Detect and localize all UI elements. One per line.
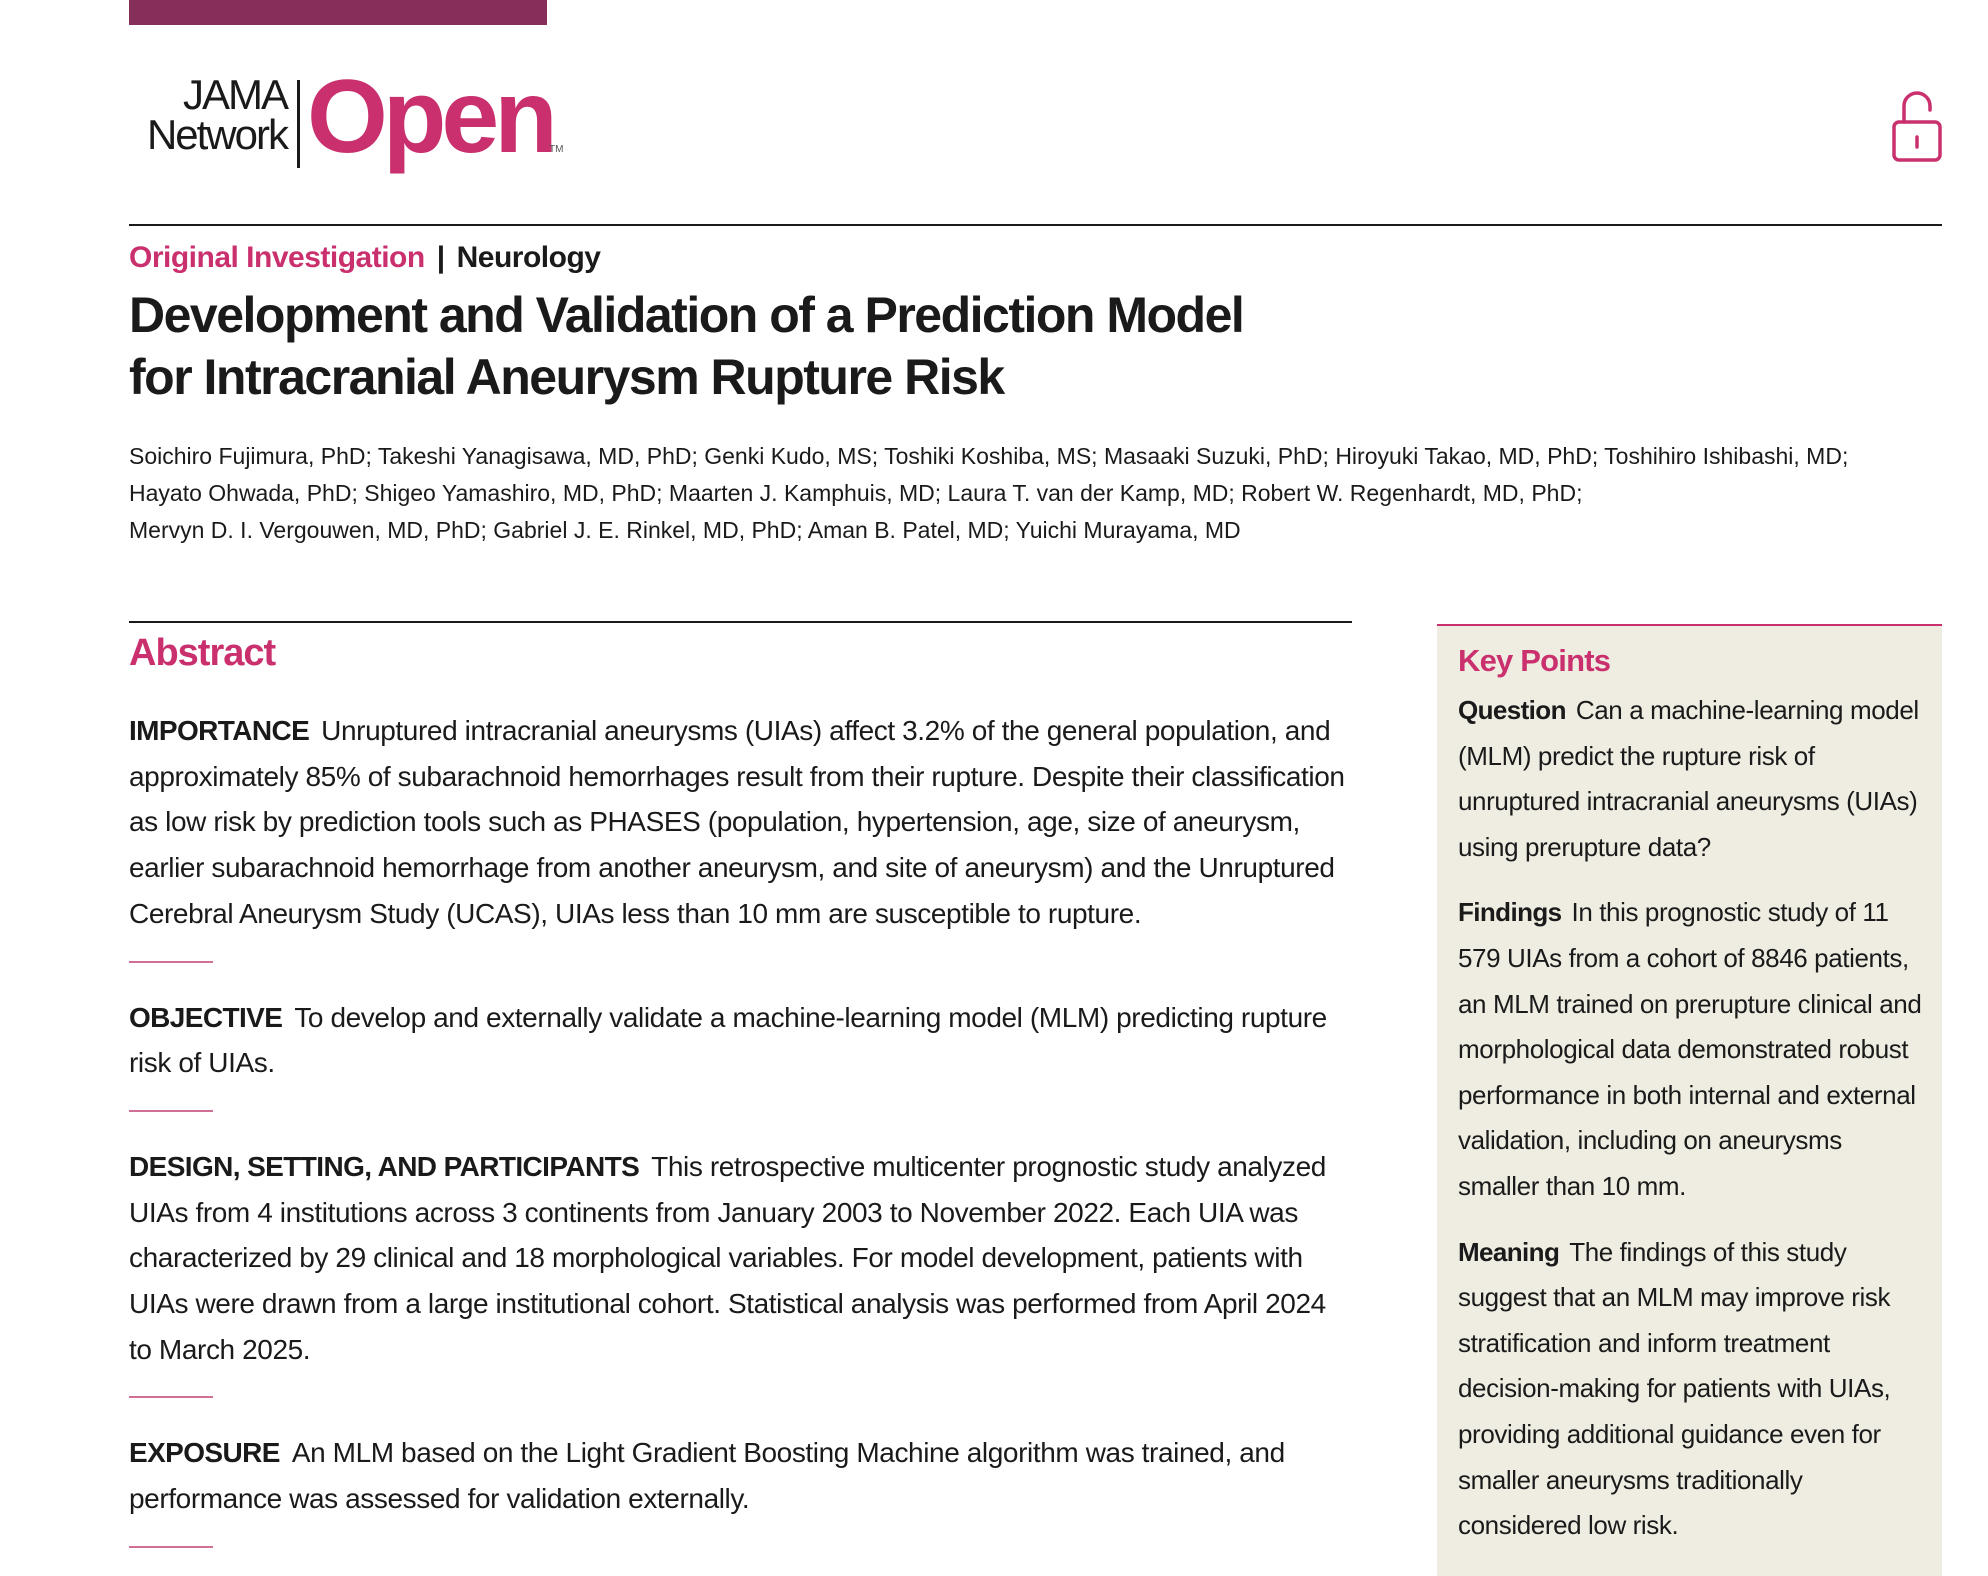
section-divider (129, 1110, 213, 1112)
key-points-box (1437, 624, 1942, 1576)
section-divider (129, 961, 213, 963)
logo-network-text: Network (146, 111, 287, 158)
section-text: An MLM based on the Light Gradient Boosting Machine algorithm was trained, and performance was assessed for validation externally. (129, 1437, 1285, 1515)
abstract-rule (129, 621, 1352, 623)
section-text: This retrospective multicenter prognostic study analyzed UIAs from 4 institutions across 3 continents from January 2003 to November 2022. Each UIA was characterized by 29 clinical and 18 morphological variables. For model development, patients with UIAs were drawn from a large institutional cohort. Statistical analysis was performed from April 2024 to March 2025. (129, 1150, 1326, 1365)
author-line-2: Hayato Ohwada, PhD; Shigeo Yamashiro, MD, PhD; Maarten J. Kamphuis, MD; Laura T. van der Kamp, MD; Robert W. Regenhardt, MD, PhD; (129, 480, 1583, 506)
abstract-heading: Abstract (129, 632, 276, 674)
logo-open-text: Open (307, 59, 553, 175)
section-text: To develop and externally validate a machine-learning model (MLM) predicting rupture risk of UIAs. (129, 1001, 1327, 1079)
section-label: IMPORTANCE (129, 715, 310, 746)
key-point-label: Findings (1458, 897, 1562, 928)
key-point-question (1458, 688, 1924, 870)
key-point-findings (1458, 890, 1924, 1209)
article-department[interactable]: Neurology (456, 241, 601, 274)
section-label: DESIGN, SETTING, AND PARTICIPANTS (129, 1150, 640, 1182)
jama-network-open-logo[interactable] (127, 59, 587, 175)
article-title-line-2: for Intracranial Aneurysm Rupture Risk (129, 349, 1004, 405)
logo-divider (297, 80, 300, 168)
key-point-label: Meaning (1458, 1236, 1560, 1267)
key-point-label: Question (1458, 695, 1566, 725)
article-title-line-1: Development and Validation of a Prediction Model (129, 287, 1244, 343)
abstract-section-exposure (129, 1430, 1354, 1521)
author-line-1: Soichiro Fujimura, PhD; Takeshi Yanagisawa, MD, PhD; Genki Kudo, MS; Toshiki Koshiba, MS; Masaaki Suzuki, PhD; Hiroyuki Takao, MD, PhD; Toshihiro Ishibashi, MD; (129, 443, 1849, 469)
article-type-line (129, 240, 600, 276)
key-points-heading: Key Points (1458, 643, 1611, 678)
abstract-section-objective (129, 995, 1354, 1086)
section-text: Unruptured intracranial aneurysms (UIAs) affect 3.2% of the general population, and approximately 85% of subarachnoid hemorrhages result from their rupture. Despite their classification as low risk by prediction tools such as PHASES (population, hypertension, age, size of aneurysm, earlier subarachnoid hemorrhage from another aneurysm, and site of aneurysm) and the Unruptured Cerebral Aneurysm Study (UCAS), UIAs less than 10 mm are susceptible to rupture. (129, 715, 1345, 929)
key-point-text: The findings of this study suggest that an MLM may improve risk stratification and inform treatment decision-making for patients with UIAs, providing additional guidance even for smaller aneurysms traditionally considered low risk. (1458, 1236, 1891, 1541)
section-label: OBJECTIVE (129, 1001, 283, 1033)
abstract-section-design (129, 1144, 1354, 1373)
header-rule (129, 224, 1942, 226)
section-label: EXPOSURE (129, 1437, 280, 1469)
unlocked-padlock-icon[interactable] (1892, 86, 1942, 162)
logo-trademark: TM (549, 144, 564, 155)
key-point-text: Can a machine-learning model (MLM) predict the rupture risk of unruptured intracranial aneurysms (UIAs) using prerupture data? (1458, 695, 1919, 862)
section-divider (129, 1546, 213, 1548)
section-divider (129, 1396, 213, 1398)
article-type-separator: | (436, 241, 445, 274)
logo-jama-text: JAMA (182, 71, 287, 118)
abstract-body (129, 708, 1354, 1576)
key-point-meaning (1458, 1230, 1924, 1549)
author-list (129, 438, 1949, 549)
article-title (129, 284, 1429, 408)
author-line-3: Mervyn D. I. Vergouwen, MD, PhD; Gabriel J. E. Rinkel, MD, PhD; Aman B. Patel, MD; Yuichi Murayama, MD (129, 517, 1241, 543)
key-point-text: In this prognostic study of 11 579 UIAs from a cohort of 8846 patients, an MLM trained on prerupture clinical and morphological data demonstrated robust performance in both internal and external validation, including on aneurysms smaller than 10 mm. (1458, 897, 1922, 1201)
article-type-label[interactable]: Original Investigation (129, 241, 425, 274)
abstract-section-importance (129, 708, 1354, 937)
journal-color-bar (129, 0, 547, 25)
